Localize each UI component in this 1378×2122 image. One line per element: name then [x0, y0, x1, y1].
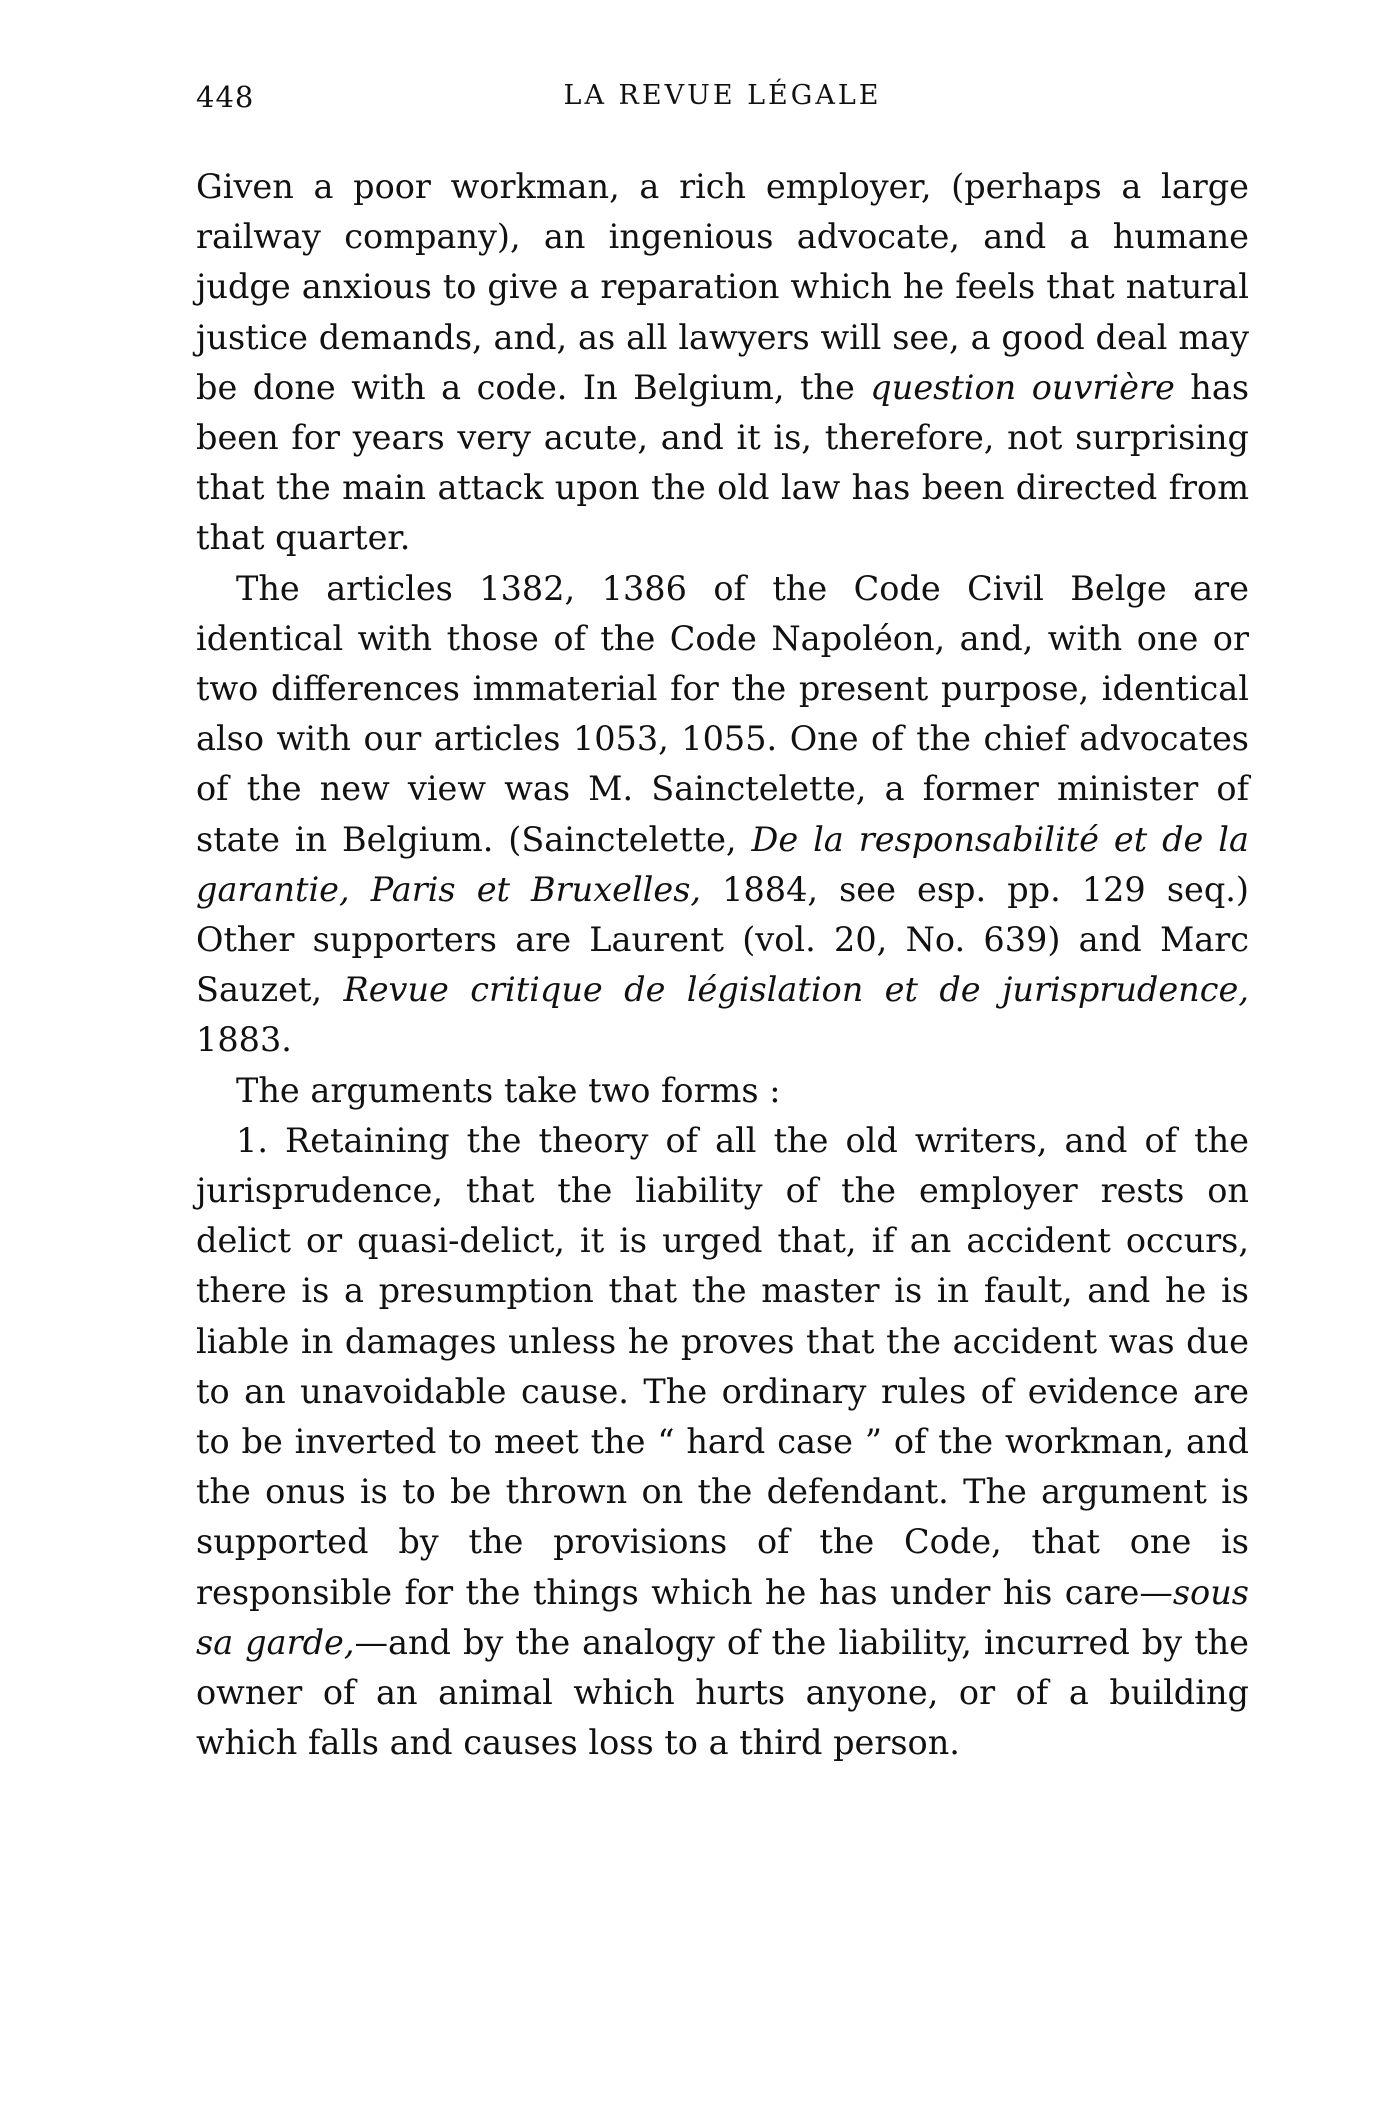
- running-header: [196, 80, 1249, 120]
- italic-term-sous-sa-garde: sous sa garde,: [196, 1572, 1249, 1662]
- journal-title: LA REVUE LÉGALE: [563, 80, 882, 111]
- text-segment: Given a poor workman, a rich employer, (perhaps a large railway company), an ingenious advocate, and a humane judge anxious to give a reparation which he feels that natural justice demands, and, as all lawyers will see, a good deal may be done with a code. In Belgium, the: [196, 167, 1249, 407]
- page-number: 448: [196, 80, 255, 114]
- text-segment: has been for years very acute, and it is, therefore, not surprising that the main attack upon the old law has been directed from that quarter.: [196, 367, 1250, 558]
- text-segment: 1. Retaining the theory of all the old writers, and of the jurisprudence, that the liability of the employer rests on delict or quasi-delict, it is urged that, if an accident occurs, there is a presumption that the master is in fault, and he is liable in damages unless he proves that the accident was due to an unavoidable cause. The ordinary rules of evidence are to be inverted to meet the “ hard case ” of the workman, and the onus is to be thrown on the defendant. The argument is supported by the provisions of the Code, that one is responsible for the things which he has under his care—: [196, 1120, 1249, 1612]
- text-segment: —and by the analogy of the liability, incurred by the owner of an animal which hurts anyone, or of a building which falls and causes loss to a third person.: [196, 1622, 1249, 1763]
- text-segment: 1883.: [196, 1020, 292, 1060]
- italic-citation-sainctelette: De la responsabilité et de la garantie, Paris et Bruxelles,: [196, 819, 1249, 909]
- text-segment: The articles 1382, 1386 of the Code Civil Belge are identical with those of the Code Napoléon, and, with one or two differences immaterial for the present purpose, identical also with our articles 1053, 1055. One of the chief advocates of the new view was M. Sainctelette, a former minister of state in Belgium. (Sainctelette,: [196, 568, 1249, 859]
- body-text: [196, 162, 1249, 1769]
- paragraph-arguments: [196, 1066, 1249, 1116]
- italic-citation-revue-critique: Revue critique de législation et de jurisprudence,: [343, 970, 1249, 1010]
- paragraph-argument-one: [196, 1116, 1249, 1769]
- text-segment: 1884, see esp. pp. 129 seq.) Other supporters are Laurent (vol. 20, No. 639) and Marc Sauzet,: [196, 869, 1249, 1010]
- paragraph-intro: [196, 162, 1249, 564]
- paragraph-belgian-code: [196, 564, 1249, 1066]
- italic-term-question-ouvriere: question ouvrière: [870, 367, 1175, 407]
- text-segment: The arguments take two forms :: [236, 1070, 781, 1110]
